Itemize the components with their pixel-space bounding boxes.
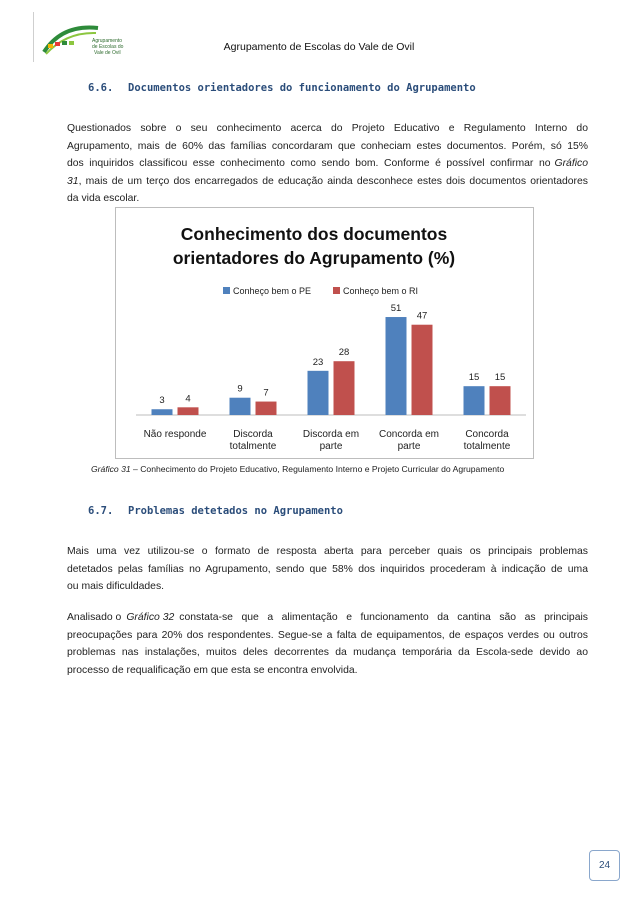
logo-text-2: de Escolas do <box>92 44 124 50</box>
data-label: 4 <box>185 393 191 405</box>
data-label: 28 <box>338 347 350 359</box>
category-label: parte <box>319 441 343 452</box>
paragraph-text: constata-se que a alimentação e funcionamento da cantina são as principais <box>179 612 588 623</box>
category-label: totalmente <box>229 441 277 452</box>
category-label: Não responde <box>143 429 207 440</box>
bar <box>152 409 173 415</box>
page-number: 24 <box>589 850 620 881</box>
caption-label: Gráfico 31 <box>91 464 131 474</box>
figure-reference: Gráfico 32 <box>126 612 175 623</box>
data-label: 3 <box>159 395 165 407</box>
section-title: Documentos orientadores do funcionamento do Agrupamento <box>128 82 476 94</box>
chart-frame <box>115 207 534 459</box>
category-label: Concorda em <box>378 429 440 440</box>
data-label: 7 <box>263 387 269 399</box>
header-divider <box>33 12 34 62</box>
legend-swatch <box>333 287 340 294</box>
figure-reference-number: 31 <box>67 175 79 187</box>
chart-title-line-1: Conhecimento dos documentos <box>180 224 448 244</box>
paragraph-text: Analisado o <box>67 612 122 623</box>
chart-value-labels <box>159 303 505 406</box>
paragraph-line: Questionados sobre o seu conhecimento acerca do Projeto Educativo e Regulamento Interno do <box>67 123 588 134</box>
data-label: 23 <box>312 356 324 368</box>
bar <box>412 325 433 415</box>
bar <box>230 398 251 415</box>
category-label: parte <box>397 441 421 452</box>
header-title: Agrupamento de Escolas do Vale de Ovil <box>223 41 415 53</box>
paragraph-line: ou mais dificuldades. <box>67 581 165 592</box>
section-heading-6-6 <box>88 82 476 94</box>
paragraph-text: , mais de um terço dos encarregados de educação ainda desconhece estes dois documentos orientadores <box>78 175 588 187</box>
paragraph-line: processo de requalificação em que esta se encontra envolvida. <box>67 664 358 676</box>
data-label: 47 <box>416 310 428 322</box>
paragraph-knowledge <box>67 120 588 208</box>
chart-legend <box>223 286 418 296</box>
bar <box>256 402 277 415</box>
paragraph-line <box>67 609 588 627</box>
paragraph-line: detetados pelas famílias no Agrupamento, sendo que 58% dos inquiridos procederam à indicação de uma <box>67 563 588 575</box>
bar <box>178 407 199 415</box>
paragraph-problems-detail <box>67 609 588 679</box>
figure-caption <box>91 464 504 474</box>
paragraph-problems-intro <box>67 543 588 596</box>
category-label: Concorda <box>465 429 509 440</box>
paragraph-line: Agrupamento, mais de 60% das famílias concordaram que conheciam estes documentos. Porém, só 15% <box>67 140 588 152</box>
section-heading-6-7 <box>88 505 343 517</box>
chart-title-line-2: orientadores do Agrupamento (%) <box>172 248 456 268</box>
paragraph-line <box>67 173 588 191</box>
paragraph-text: dos inquiridos classificou esse conhecimento como sendo bom. Conforme é possível confirmar no <box>67 158 551 169</box>
data-label: 51 <box>390 303 402 315</box>
paragraph-line: preocupações para 20% dos respondentes. Segue-se a falta de equipamentos, de espaços verdes ou outros <box>67 629 588 641</box>
bar <box>386 317 407 415</box>
legend-label: Conheço bem o PE <box>233 286 312 296</box>
logo-text-1: Agrupamento <box>92 38 123 44</box>
data-label: 15 <box>468 372 480 384</box>
bar <box>334 361 355 415</box>
legend-swatch <box>223 287 230 294</box>
data-label: 9 <box>237 383 243 395</box>
legend-label: Conheço bem o RI <box>343 286 419 296</box>
paragraph-line: da vida escolar. <box>67 193 140 204</box>
figure-reference: Gráfico <box>554 158 588 169</box>
category-label: Discorda em <box>302 429 360 440</box>
section-title: Problemas detetados no Agrupamento <box>128 505 343 517</box>
data-label: 15 <box>494 372 506 384</box>
chart-category-labels <box>144 429 511 452</box>
category-label: Discorda <box>233 429 273 440</box>
bar <box>490 386 511 415</box>
section-number: 6.6. <box>88 82 114 94</box>
logo-text-3: Vale de Ovil <box>94 50 121 56</box>
paragraph-line: problemas nas instalações, muitos deles decorrentes da mudança temporária da Escola-sede devido ao <box>67 647 588 658</box>
category-label: totalmente <box>463 441 511 452</box>
bar <box>308 371 329 415</box>
caption-text: – Conhecimento do Projeto Educativo, Regulamento Interno e Projeto Curricular do Agrupamento <box>130 464 505 474</box>
bar <box>464 386 485 415</box>
paragraph-line <box>67 155 588 173</box>
paragraph-line: Mais uma vez utilizou-se o formato de resposta aberta para perceber quais os principais problemas <box>67 546 588 557</box>
chart-bars <box>152 317 511 415</box>
bar-chart <box>116 208 533 458</box>
section-number: 6.7. <box>88 505 114 517</box>
page-header <box>0 0 638 70</box>
